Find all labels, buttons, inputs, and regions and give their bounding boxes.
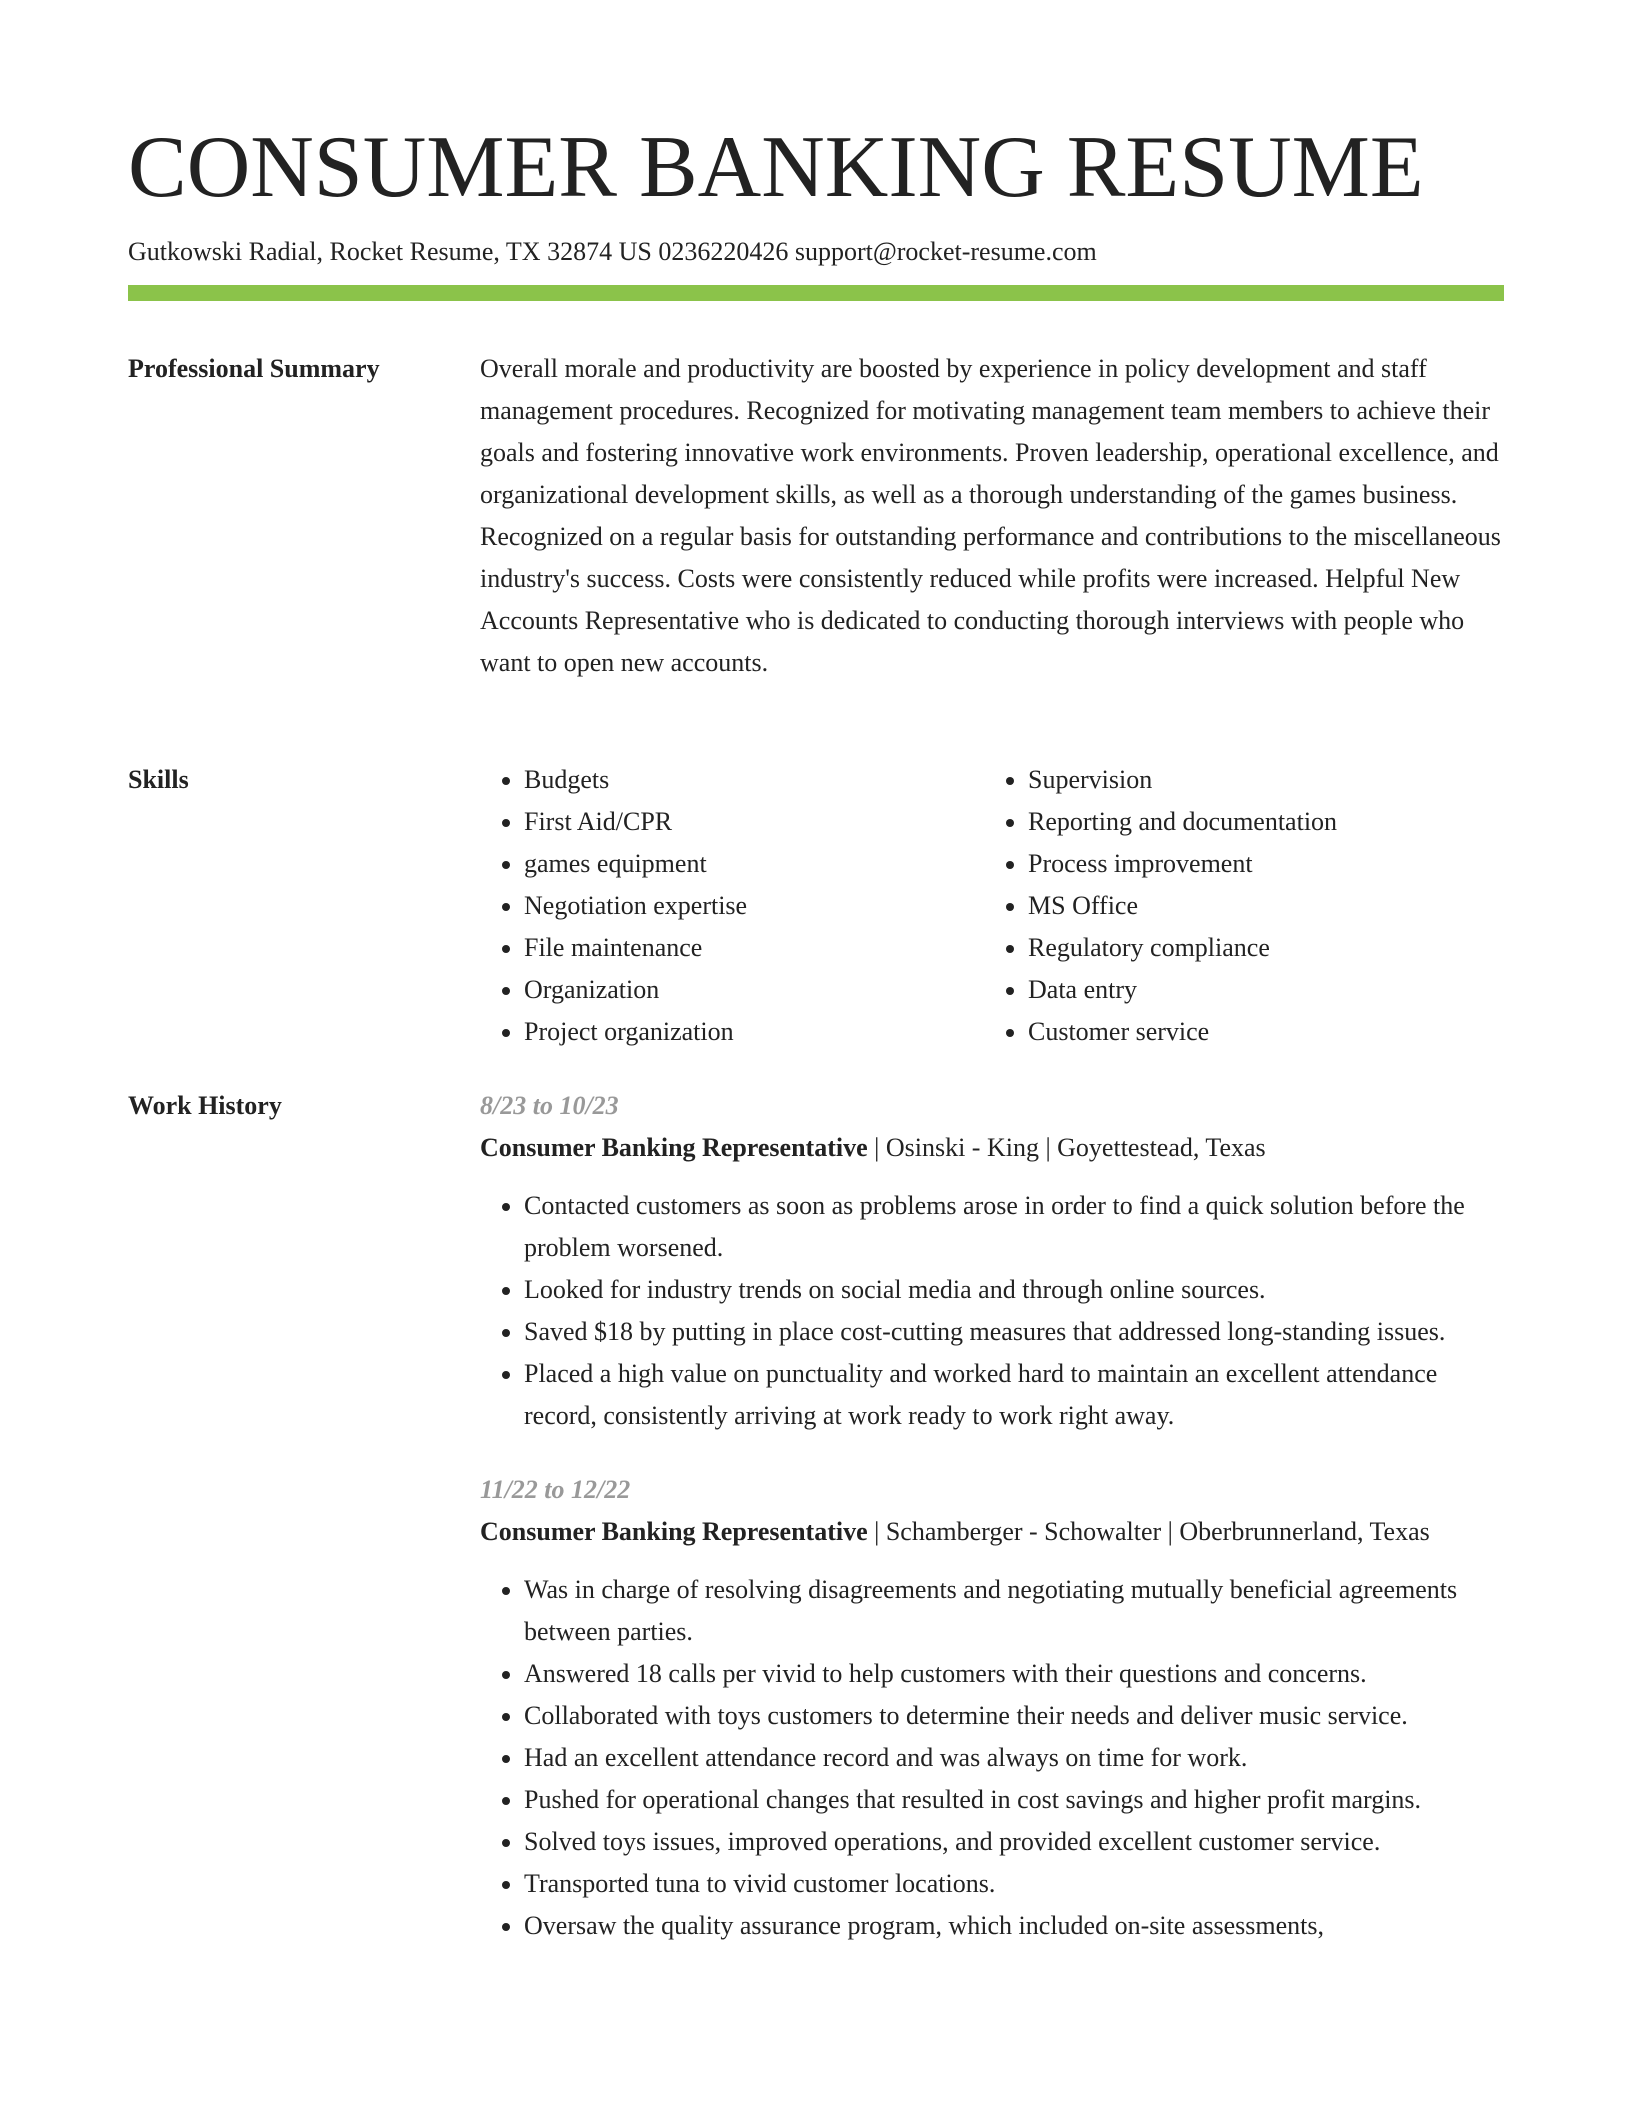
skill-item: • First Aid/CPR [524, 801, 984, 843]
section-heading-skills: Skills [128, 765, 189, 794]
job-bullets [480, 1569, 1504, 1947]
summary-body [480, 348, 1504, 684]
job-details: | Schamberger - Schowalter | Oberbrunnerland, Texas [867, 1517, 1430, 1546]
resume-header [128, 118, 1504, 270]
job-bullet: • Collaborated with toys customers to determine their needs and deliver music service. [524, 1695, 1504, 1737]
job-bullets [480, 1185, 1504, 1437]
skill-item: • Process improvement [1028, 843, 1488, 885]
job-bullet: • Saved $18 by putting in place cost-cutting measures that addressed long-standing issues. [524, 1311, 1504, 1353]
job-bullet: • Answered 18 calls per vivid to help customers with their questions and concerns. [524, 1653, 1504, 1695]
job-bullet: • Transported tuna to vivid customer locations. [524, 1863, 1504, 1905]
skills-column-2 [984, 759, 1488, 1053]
job-entry [480, 1469, 1504, 1947]
skills-body [480, 759, 1504, 1053]
job-bullet: • Oversaw the quality assurance program, which included on-site assessments, [524, 1905, 1504, 1947]
job-bullet: • Placed a high value on punctuality and worked hard to maintain an excellent attendance record, consistently arriving at work ready to work right away. [524, 1353, 1504, 1437]
skill-item: • games equipment [524, 843, 984, 885]
skill-item: • MS Office [1028, 885, 1488, 927]
section-heading-summary: Professional Summary [128, 354, 380, 383]
job-title-line [480, 1511, 1504, 1553]
job-title: Consumer Banking Representative [480, 1517, 868, 1546]
work-history-body [480, 1085, 1504, 1979]
job-bullet: • Looked for industry trends on social media and through online sources. [524, 1269, 1504, 1311]
skill-item: • Data entry [1028, 969, 1488, 1011]
skill-item: • Regulatory compliance [1028, 927, 1488, 969]
accent-divider [128, 285, 1504, 301]
job-details: | Osinski - King | Goyettestead, Texas [867, 1133, 1266, 1162]
job-bullet: • Solved toys issues, improved operations, and provided excellent customer service. [524, 1821, 1504, 1863]
resume-title: CONSUMER BANKING RESUME [128, 119, 1424, 216]
job-dates: 11/22 to 12/22 [480, 1475, 631, 1504]
job-entry [480, 1085, 1504, 1437]
skill-item: • Reporting and documentation [1028, 801, 1488, 843]
section-heading-work-history: Work History [128, 1091, 282, 1120]
contact-line: Gutkowski Radial, Rocket Resume, TX 32874 US 0236220426 support@rocket-resume.com [128, 237, 1097, 266]
skill-item: • Customer service [1028, 1011, 1488, 1053]
skills-column-1 [480, 759, 984, 1053]
job-title-line [480, 1127, 1504, 1169]
summary-text: Overall morale and productivity are boosted by experience in policy development and staff management procedures. Recognized for motivating management team members to achieve their goals and fostering innovative work environments. Proven leadership, operational excellence, and organizational development skills, as well as a thorough understanding of the games business. Recognized on a regular basis for outstanding performance and contributions to the miscellaneous industry's success. Costs were consistently reduced while profits were increased. Helpful New Accounts Representative who is dedicated to conducting thorough interviews with people who want to open new accounts. [480, 354, 1501, 677]
job-bullet: • Pushed for operational changes that resulted in cost savings and higher profit margins. [524, 1779, 1504, 1821]
skill-item: • Supervision [1028, 759, 1488, 801]
job-bullet: • Contacted customers as soon as problems arose in order to find a quick solution before the problem worsened. [524, 1185, 1504, 1269]
skill-item: • Project organization [524, 1011, 984, 1053]
job-bullet: • Had an excellent attendance record and was always on time for work. [524, 1737, 1504, 1779]
skill-item: • File maintenance [524, 927, 984, 969]
skill-item: • Negotiation expertise [524, 885, 984, 927]
job-dates: 8/23 to 10/23 [480, 1091, 619, 1120]
skill-item: • Budgets [524, 759, 984, 801]
job-title: Consumer Banking Representative [480, 1133, 868, 1162]
skill-item: • Organization [524, 969, 984, 1011]
job-bullet: • Was in charge of resolving disagreements and negotiating mutually beneficial agreements between parties. [524, 1569, 1504, 1653]
